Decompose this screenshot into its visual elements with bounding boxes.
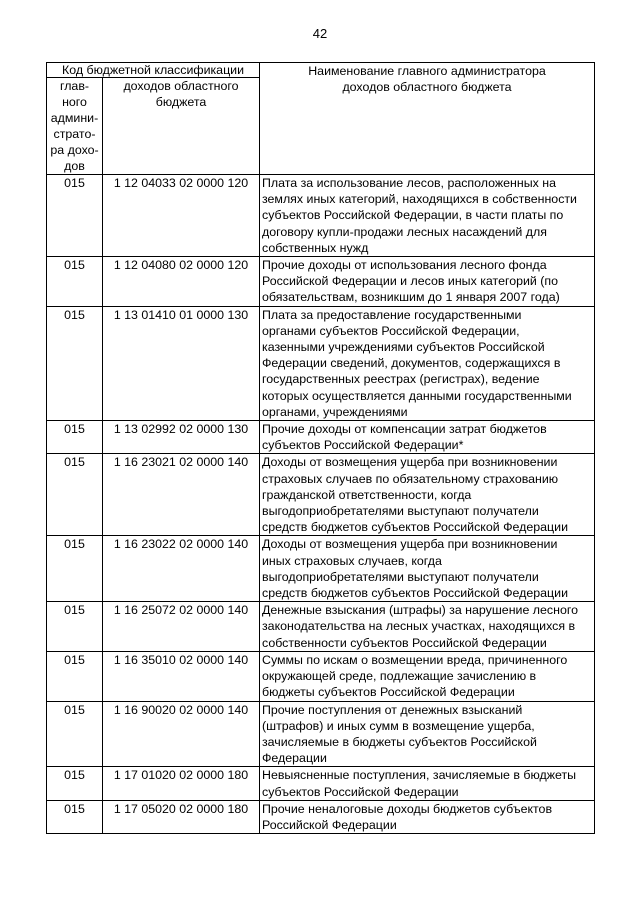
table-row [47, 536, 595, 602]
page-number: 42 [312, 26, 328, 41]
name-line: иных страховых случаев, когда [262, 553, 442, 568]
header-admin-line: админи- [50, 111, 99, 125]
table-row [47, 767, 595, 800]
header-income-line: доходов областного [123, 79, 239, 93]
income-code-cell: 1 16 35010 02 0000 140 [103, 651, 260, 701]
name-line: Доходы от возмещения ущерба при возникновении [262, 537, 558, 552]
name-line: зачисляемые в бюджеты субъектов Российской [262, 734, 537, 749]
header-income-column [103, 78, 260, 175]
admin-code-cell: 015 [47, 257, 103, 307]
name-line: органами субъектов Российской Федерации, [262, 323, 520, 338]
name-line: обязательствам, возникшим до 1 января 2007 года) [262, 290, 560, 305]
header-admin-line: глав- [59, 79, 90, 93]
administrator-name-cell [260, 454, 595, 536]
admin-code-cell: 015 [47, 602, 103, 652]
name-line: выгодоприобретателями выступают получатели [262, 504, 539, 519]
header-admin-line: страто- [53, 127, 96, 141]
administrator-name-cell [260, 651, 595, 701]
income-code-cell: 1 13 02992 02 0000 130 [103, 421, 260, 454]
name-line: Российской Федерации [262, 817, 397, 832]
name-line: бюджеты субъектов Российской Федерации [262, 685, 515, 700]
name-line: Российской Федерации и лесов иных категорий (по [262, 274, 559, 289]
name-line: договору купли-продажи лесных насаждений для [262, 224, 547, 239]
admin-code-cell: 015 [47, 767, 103, 800]
header-code-group: Код бюджетной классификации [47, 63, 260, 78]
budget-classification-table [46, 62, 595, 834]
admin-code-cell: 015 [47, 175, 103, 257]
admin-code-cell: 015 [47, 701, 103, 767]
name-line: казенными учреждениями субъектов Российской [262, 340, 545, 355]
name-line: собственных нужд [262, 240, 369, 255]
header-admin-line: дов [64, 159, 85, 173]
income-code-cell: 1 13 01410 01 0000 130 [103, 306, 260, 420]
name-line: средств бюджетов субъектов Российской Федерации [262, 520, 568, 535]
name-line: законодательства на лесных участках, находящихся в [262, 619, 576, 634]
header-name-line: Наименование главного администратора [308, 64, 546, 78]
name-line: выгодоприобретателями выступают получатели [262, 569, 539, 584]
income-code-cell: 1 17 01020 02 0000 180 [103, 767, 260, 800]
name-line: страховых случаев по обязательному страхованию [262, 471, 559, 486]
header-name-column [260, 63, 595, 175]
income-code-cell: 1 12 04033 02 0000 120 [103, 175, 260, 257]
header-income-line: бюджета [155, 95, 207, 110]
table-row [47, 421, 595, 454]
table-row [47, 701, 595, 767]
name-line: субъектов Российской Федерации* [262, 438, 464, 453]
header-admin-column [47, 78, 103, 175]
name-line: собственности субъектов Российской Федерации [262, 635, 547, 650]
income-code-cell: 1 17 05020 02 0000 180 [103, 800, 260, 833]
administrator-name-cell [260, 306, 595, 420]
name-line: Суммы по искам о возмещении вреда, причиненного [262, 652, 568, 667]
name-line: Невыясненные поступления, зачисляемые в бюджеты [262, 768, 577, 783]
admin-code-cell: 015 [47, 800, 103, 833]
admin-code-cell: 015 [47, 421, 103, 454]
table-row [47, 175, 595, 257]
name-line: Плата за использование лесов, расположенных на [262, 176, 557, 190]
header-admin-line: ра дохо- [50, 143, 99, 157]
administrator-name-cell [260, 767, 595, 800]
administrator-name-cell [260, 701, 595, 767]
admin-code-cell: 015 [47, 536, 103, 602]
header-name-line: доходов областного бюджета [342, 80, 512, 95]
name-line: гражданской ответственности, когда [262, 487, 472, 502]
name-line: Прочие доходы от использования лесного фонда [262, 258, 547, 273]
name-line: Прочие доходы от компенсации затрат бюджетов [262, 422, 547, 437]
name-line: субъектов Российской Федерации, в части платы по [262, 208, 564, 223]
table-row [47, 800, 595, 833]
table-row [47, 454, 595, 536]
name-line: Федерации сведений, документов, содержащихся в [262, 356, 561, 371]
name-line: органами, учреждениями [262, 404, 408, 419]
admin-code-cell: 015 [47, 306, 103, 420]
name-line: Плата за предоставление государственными [262, 307, 522, 322]
name-line: средств бюджетов субъектов Российской Федерации [262, 586, 568, 601]
name-line: государственных реестрах (регистрах), ведение [262, 372, 540, 387]
admin-code-cell: 015 [47, 651, 103, 701]
table-row [47, 602, 595, 652]
administrator-name-cell [260, 536, 595, 602]
administrator-name-cell [260, 175, 595, 257]
income-code-cell: 1 16 23021 02 0000 140 [103, 454, 260, 536]
table-row [47, 257, 595, 307]
name-line: которых осуществляется данными государственными [262, 388, 572, 403]
income-code-cell: 1 16 25072 02 0000 140 [103, 602, 260, 652]
administrator-name-cell [260, 800, 595, 833]
administrator-name-cell [260, 602, 595, 652]
name-line: (штрафов) и иных сумм в возмещение ущерба, [262, 718, 535, 733]
name-line: окружающей среде, подлежащие зачислению в [262, 669, 537, 684]
administrator-name-cell [260, 421, 595, 454]
name-line: Федерации [262, 751, 327, 766]
name-line: Прочие неналоговые доходы бюджетов субъектов [262, 801, 553, 816]
income-code-cell: 1 12 04080 02 0000 120 [103, 257, 260, 307]
income-code-cell: 1 16 90020 02 0000 140 [103, 701, 260, 767]
name-line: Денежные взыскания (штрафы) за нарушение лесного [262, 603, 578, 618]
name-line: субъектов Российской Федерации [262, 784, 459, 799]
table-row [47, 651, 595, 701]
income-code-cell: 1 16 23022 02 0000 140 [103, 536, 260, 602]
header-admin-line: ного [62, 95, 87, 109]
name-line: Доходы от возмещения ущерба при возникновении [262, 455, 558, 470]
header-row-top [47, 63, 595, 78]
name-line: Прочие поступления от денежных взысканий [262, 702, 523, 717]
table-row [47, 306, 595, 420]
administrator-name-cell [260, 257, 595, 307]
table-body [47, 175, 595, 834]
name-line: землях иных категорий, находящихся в собственности [262, 192, 577, 207]
admin-code-cell: 015 [47, 454, 103, 536]
